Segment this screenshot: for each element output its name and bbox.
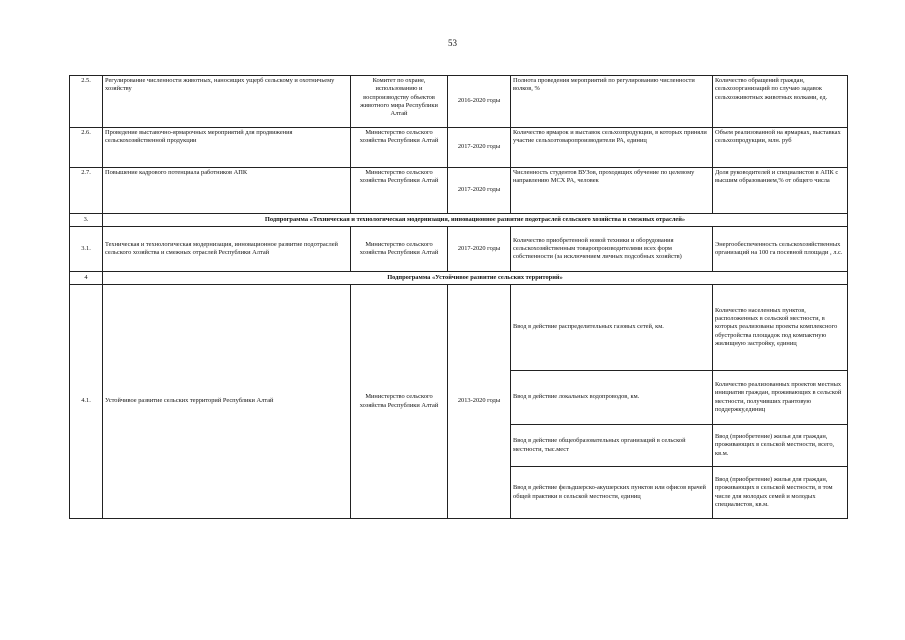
period: 2017-2020 годы [448,168,511,214]
executor: Министерство сельского хозяйства Республики Алтай [351,227,448,272]
row-number: 3.1. [70,227,103,272]
result: Количество реализованных проектов местных инициатив граждан, проживающих в сельской местности, получивших грантовую поддержку,единиц [713,371,848,425]
indicator: Полнота проведения мероприятий по регулированию численности волков, % [511,76,713,128]
subprogram-title: Подпрограмма «Устойчивое развитие сельских территорий» [103,272,848,285]
table-row [70,227,848,272]
indicator: Ввод в действие распределительных газовых сетей, км. [511,285,713,371]
period: 2016-2020 годы [448,76,511,128]
period: 2017-2020 годы [448,128,511,168]
row-number: 2.7. [70,168,103,214]
table-row [70,285,848,371]
period: 2017-2020 годы [448,227,511,272]
page-number: 53 [448,38,457,48]
row-number: 2.5. [70,76,103,128]
executor: Комитет по охране, использованию и воспроизводству объектов животного мира Республики Алтай [351,76,448,128]
period: 2013-2020 годы [448,285,511,519]
indicator: Ввод в действие общеобразовательных организаций в сельской местности, тыс.мест [511,425,713,467]
subprogram-row [70,272,848,285]
table-row [70,168,848,214]
row-number: 4 [70,272,103,285]
measure-name: Устойчивое развитие сельских территорий Республики Алтай [103,285,351,519]
result: Объем реализованной на ярмарках, выставках сельхозпродукции, млн. руб [713,128,848,168]
row-number: 4.1. [70,285,103,519]
indicator: Количество приобретенной новой техники и оборудования сельскохозяйственным товаропроизводителями всех форм собственности (за исключением личных подсобных хозяйств) [511,227,713,272]
executor: Министерство сельского хозяйства Республики Алтай [351,128,448,168]
table-row [70,128,848,168]
subprogram-row [70,214,848,227]
measure-name: Проведение выставочно-ярмарочных мероприятий для продвижения сельскохозяйственной продукции [103,128,351,168]
result: Энергообеспеченность сельскохозяйственных организаций на 100 га посевной площади , л.с. [713,227,848,272]
row-number: 3. [70,214,103,227]
indicator: Ввод в действие локальных водопроводов, км. [511,371,713,425]
result: Количество населенных пунктов, расположенных в сельской местности, в которых реализованы проекты комплексного обустройства площадок под компактную жилищную застройку, единиц [713,285,848,371]
executor: Министерство сельского хозяйства Республики Алтай [351,168,448,214]
indicator: Численность студентов ВУЗов, проходящих обучение по целевому направлению МСХ РА, человек [511,168,713,214]
result: Доля руководителей и специалистов в АПК с высшим образованием,% от общего числа [713,168,848,214]
result: Ввод (приобретение) жилья для граждан, проживающих в сельской местности, в том числе для молодых семей и молодых специалистов, кв.м. [713,467,848,519]
measure-name: Повышение кадрового потенциала работников АПК [103,168,351,214]
executor: Министерство сельского хозяйства Республики Алтай [351,285,448,519]
row-number: 2.6. [70,128,103,168]
indicator: Ввод в действие фельдшерско-акушерских пунктов или офисов врачей общей практики в сельской местности, единиц [511,467,713,519]
subprogram-title: Подпрограмма «Техническая и технологическая модернизация, инновационное развитие подотраслей сельского хозяйства и смежных отраслей» [103,214,848,227]
result: Количество обращений граждан, сельхозорганизаций по случаю задавок сельхозживотных животных волками, ед. [713,76,848,128]
result: Ввод (приобретение) жилья для граждан, проживающих в сельской местности, всего, кв.м. [713,425,848,467]
indicator: Количество ярмарок и выставок сельхозпродукции, в которых приняли участие сельхозтоваропроизводители РА, единиц [511,128,713,168]
measure-name: Регулирование численности животных, наносящих ущерб сельскому и охотничьему хозяйству [103,76,351,128]
table-row [70,76,848,128]
program-measures-table [69,75,848,519]
measure-name: Техническая и технологическая модернизация, инновационное развитие подотраслей сельского хозяйства и смежных отраслей Республики Алтай [103,227,351,272]
